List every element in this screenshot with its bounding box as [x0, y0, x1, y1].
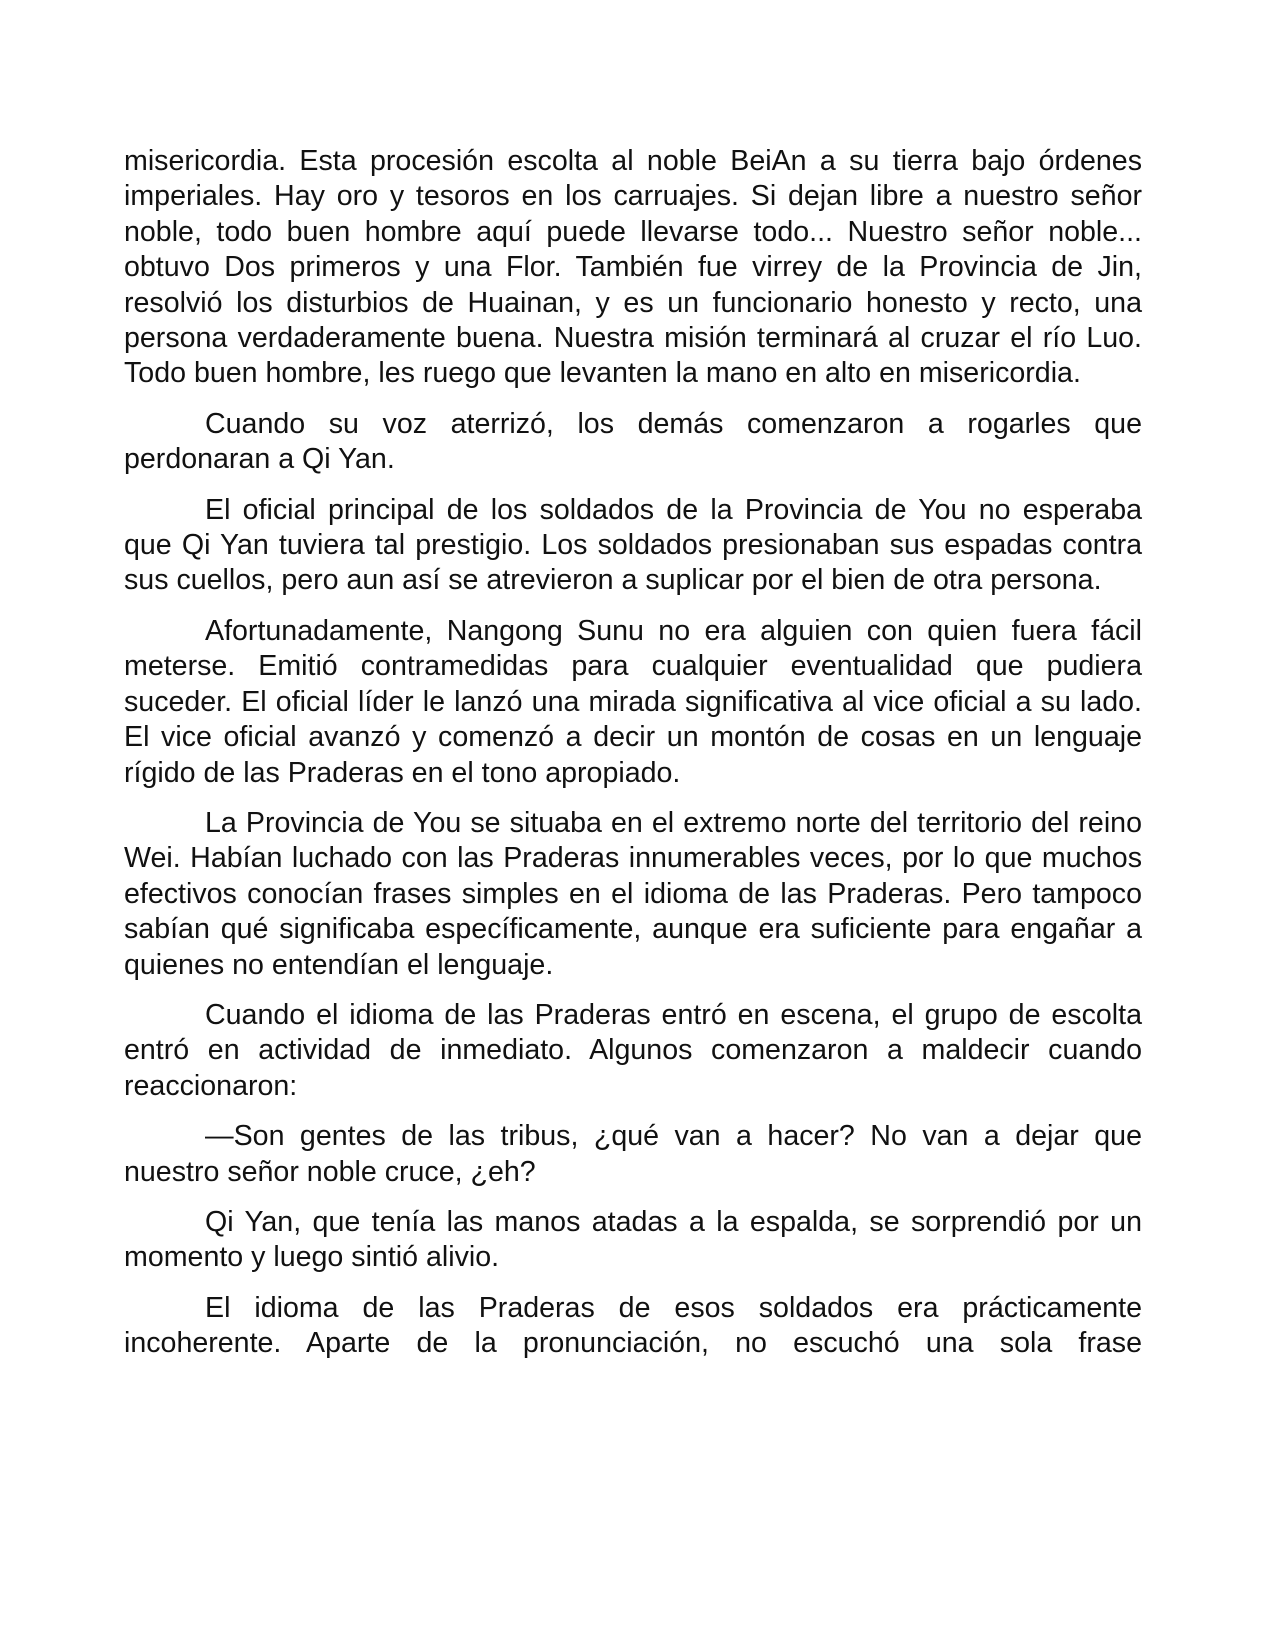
- paragraph-3: El oficial principal de los soldados de la Provincia de You no esperaba que Qi Yan tuviera tal prestigio. Los soldados presionaban sus espadas contra sus cuellos, pero aun así se atrevieron a suplicar por el bien de otra persona.: [124, 493, 1142, 597]
- paragraph-6: Cuando el idioma de las Praderas entró en escena, el grupo de escolta entró en actividad de inmediato. Algunos comenzaron a maldecir cuando reaccionaron:: [124, 998, 1142, 1102]
- paragraph-2: Cuando su voz aterrizó, los demás comenzaron a rogarles que perdonaran a Qi Yan.: [124, 407, 1142, 476]
- paragraph-5: La Provincia de You se situaba en el extremo norte del territorio del reino Wei. Habían luchado con las Praderas innumerables veces, por lo que muchos efectivos conocían frases simples en el idioma de las Praderas. Pero tampoco sabían qué significaba específicamente, aunque era suficiente para engañar a quienes no entendían el lenguaje.: [124, 806, 1142, 981]
- paragraph-9: El idioma de las Praderas de esos soldados era prácticamente incoherente. Aparte de la pronunciación, no escuchó una sola frase: [124, 1291, 1142, 1360]
- paragraph-4: Afortunadamente, Nangong Sunu no era alguien con quien fuera fácil meterse. Emitió contramedidas para cualquier eventualidad que pudiera suceder. El oficial líder le lanzó una mirada significativa al vice oficial a su lado. El vice oficial avanzó y comenzó a decir un montón de cosas en un lenguaje rígido de las Praderas en el tono apropiado.: [124, 614, 1142, 789]
- paragraph-1: misericordia. Esta procesión escolta al noble BeiAn a su tierra bajo órdenes imperiales. Hay oro y tesoros en los carruajes. Si dejan libre a nuestro señor noble, todo buen hombre aquí puede llevarse todo... Nuestro señor noble... obtuvo Dos primeros y una Flor. También fue virrey de la Provincia de Jin, resolvió los disturbios de Huainan, y es un funcionario honesto y recto, una persona verdaderamente buena. Nuestra misión terminará al cruzar el río Luo. Todo buen hombre, les ruego que levanten la mano en alto en misericordia.: [124, 145, 1142, 390]
- paragraph-8: Qi Yan, que tenía las manos atadas a la espalda, se sorprendió por un momento y luego sintió alivio.: [124, 1205, 1142, 1274]
- paragraph-7: —Son gentes de las tribus, ¿qué van a hacer? No van a dejar que nuestro señor noble cruce, ¿eh?: [124, 1120, 1142, 1188]
- body-text: [124, 144, 1142, 1377]
